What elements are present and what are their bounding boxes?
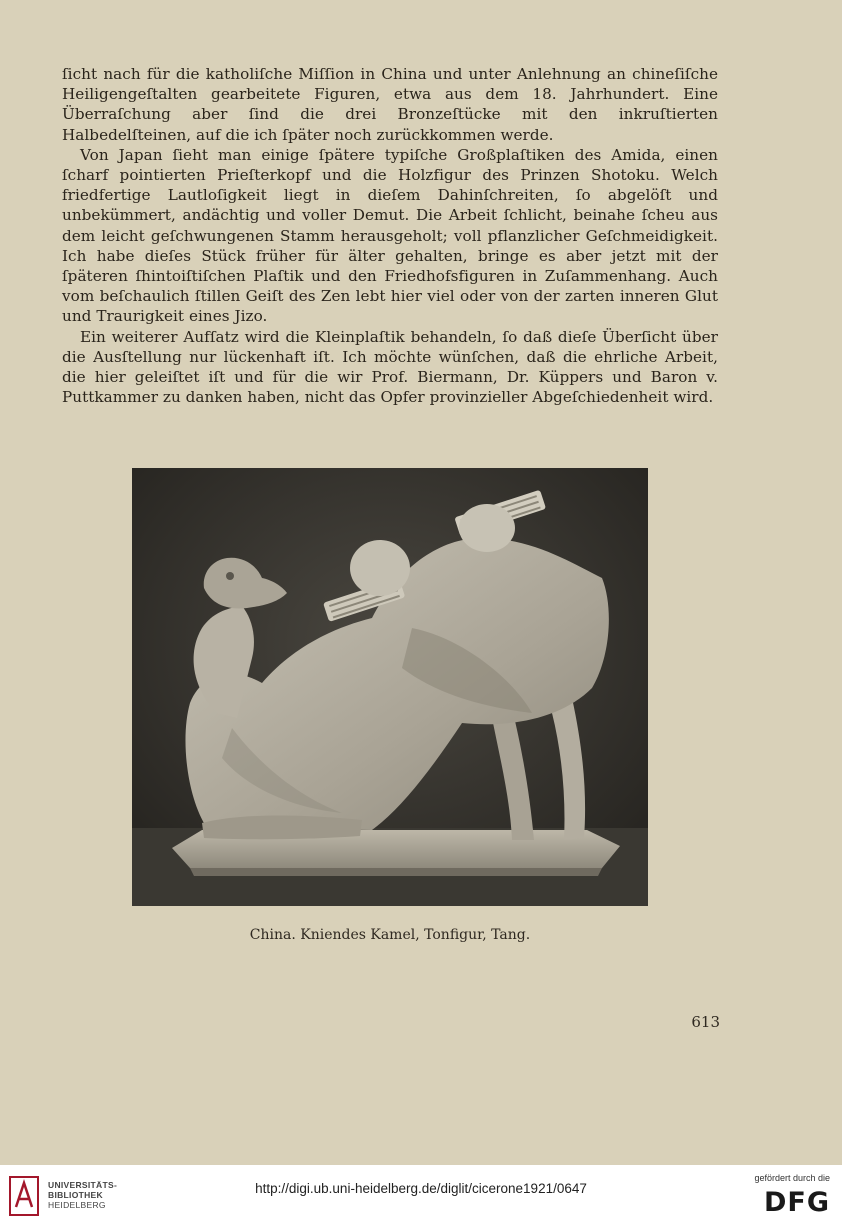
figure-caption: China. Kniendes Kamel, Tonfigur, Tang. [249,927,531,943]
funder-label: gefördert durch die [754,1173,830,1183]
permalink-url[interactable]: http://digi.ub.uni-heidelberg.de/diglit/cicerone1921/0647 [255,1181,587,1196]
camel-photograph [132,468,648,906]
paragraph-2: Von Japan ſieht man einige ſpätere typiſche Großplaſtiken des Amida, einen ſcharf pointierten Prieſterkopf und die Holzfigur des Prinzen Shotoku. Welch friedfertige Lautloſigkeit liegt in dieſem Dahinſchreiten, ſo abgelöſt und unbekümmert, andächtig und voller Demut. Die Arbeit ſchlicht, beinahe ſcheu aus dem leicht geſchwungenen Stamm herausgeholt; voll pflanzlicher Geſchmeidigkeit. Ich habe dieſes Stück früher für älter gehalten, bringe es aber jetzt mit der ſpäteren ſhintoiſtiſchen Plaſtik und den Friedhofsfiguren in Zuſammenhang. Auch vom beſchaulich ſtillen Geiſt des Zen lebt hier viel oder von der zarten inneren Glut und Traurigkeit eines Jizo. [62,145,718,326]
paragraph-3: Ein weiterer Aufſatz wird die Kleinplaſtik behandeln, ſo daß dieſe Überſicht über die Ausſtellung nur lückenhaft iſt. Ich möchte wünſchen, daß die ehrliche Arbeit, die hier geleiſtet iſt und für die wir Prof. Biermann, Dr. Küppers und Baron v. Puttkammer zu danken haben, nicht das Opfer provinzieller Abgeſchiedenheit wird. [62,327,718,407]
body-text [62,64,718,407]
digitization-footer [0,1165,842,1227]
dfg-logo: DFG [763,1187,830,1218]
library-name-line-1: UNIVERSITÄTS- [48,1180,118,1190]
kneeling-camel-figure-image [132,468,648,906]
paragraph-1: ſicht nach für die katholiſche Miſſion in China und unter Anlehnung an chineſiſche Heiligengeſtalten gearbeitete Figuren, etwa aus dem 18. Jahrhundert. Eine Überraſchung aber ſind die drei Bronzeſtücke mit den inkruſtierten Halbedelſteinen, auf die ich ſpäter noch zurückkommen werde. [62,65,718,144]
library-name-line-3: HEIDELBERG [48,1200,106,1210]
library-name-line-2: BIBLIOTHEK [48,1190,103,1200]
page-number: 613 [691,1013,720,1031]
